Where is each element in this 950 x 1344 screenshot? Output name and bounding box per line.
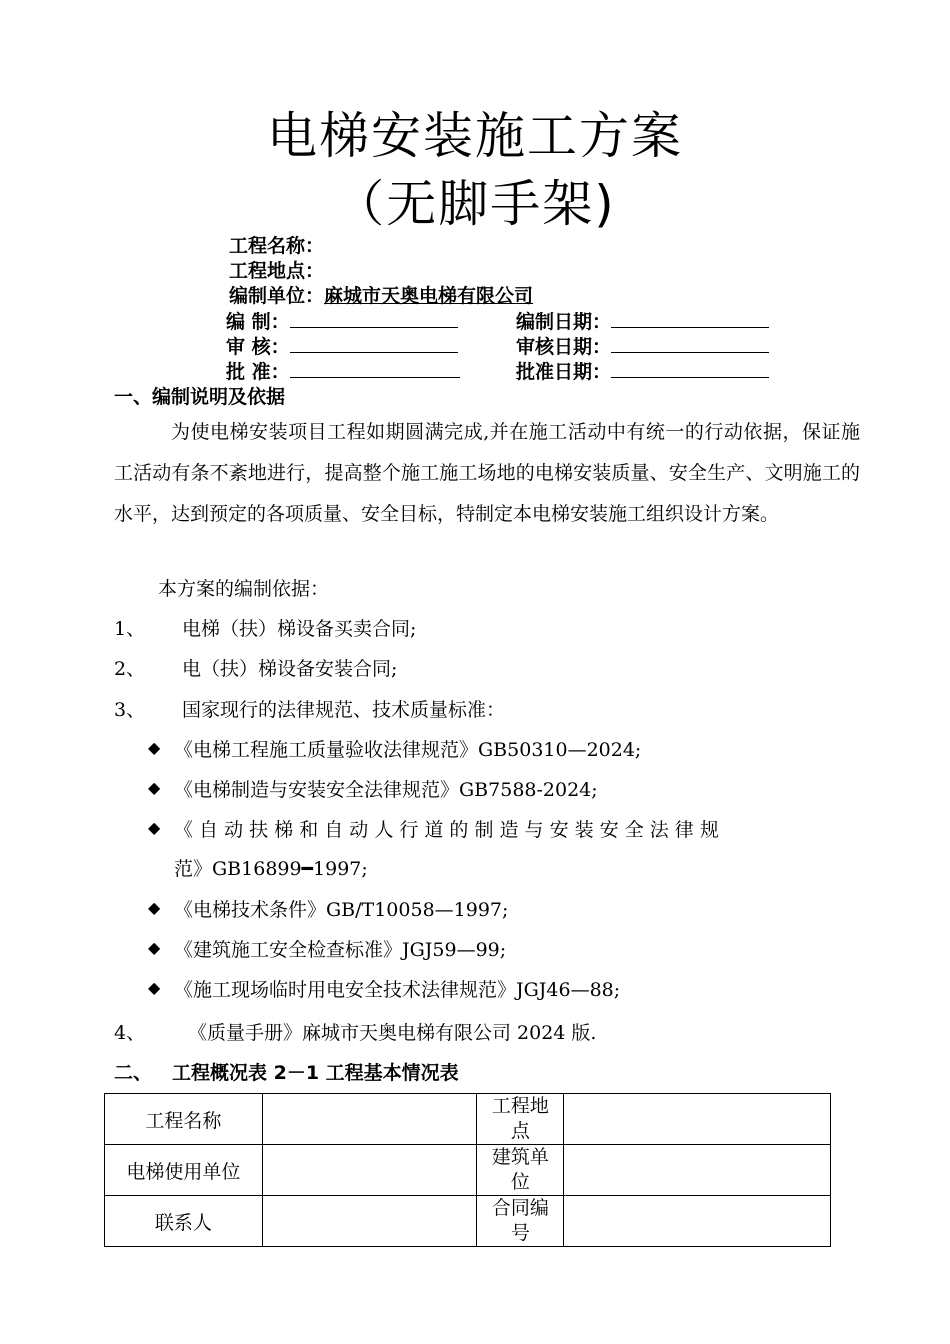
- basis-item-4-text: 《质量手册》麻城市天奥电梯有限公司 2024 版.: [188, 1022, 597, 1044]
- section2-heading-num: 二、: [114, 1062, 153, 1084]
- review-label: 审 核：: [226, 336, 290, 358]
- compile-blank: [290, 309, 458, 328]
- compiler-unit-row: [229, 281, 533, 308]
- table-value-cell[interactable]: [262, 1196, 477, 1247]
- project-name-label: 工程名称：: [229, 235, 325, 257]
- project-info-table: [104, 1093, 831, 1247]
- review-date-row: [516, 332, 769, 359]
- table-row: [105, 1196, 831, 1247]
- diamond-bullet-icon: ◆: [148, 938, 161, 957]
- standard-1: 《电梯工程施工质量验收法律规范》GB50310—2024;: [174, 739, 642, 761]
- approve-blank: [290, 359, 460, 378]
- approve-label: 批 准：: [226, 361, 290, 383]
- approve-date-label: 批准日期：: [516, 361, 612, 383]
- basis-item-1-text: 电梯（扶）梯设备买卖合同;: [182, 618, 417, 640]
- diamond-bullet-icon: ◆: [148, 898, 161, 917]
- standard-2: 《电梯制造与安装安全法律规范》GB7588-2024;: [174, 779, 598, 801]
- compile-row: [226, 307, 458, 334]
- table-value-cell[interactable]: [564, 1094, 831, 1145]
- section1-paragraph: 为使电梯安装项目工程如期圆满完成,并在施工活动中有统一的行动依据，保证施工活动有条不紊地进行，提高整个施工施工场地的电梯安装质量、安全生产、文明施工的水平，达到预定的各项质量、安全目标，特制定本电梯安装施工组织设计方案。: [114, 421, 860, 525]
- project-site-label: 工程地点：: [229, 260, 325, 282]
- diamond-bullet-icon: ◆: [148, 818, 161, 837]
- table-row: [105, 1094, 831, 1145]
- document-subtitle: （无脚手架): [334, 175, 616, 233]
- compiler-unit-value: 麻城市天奥电梯有限公司: [324, 285, 534, 307]
- review-row: [226, 332, 458, 359]
- basis-intro: 本方案的编制依据：: [158, 578, 330, 600]
- section2-heading: 工程概况表 2－1 工程基本情况表: [172, 1062, 459, 1084]
- table-value-cell[interactable]: [262, 1094, 477, 1145]
- standard-6: 《施工现场临时用电安全技术法律规范》JGJ46—88;: [174, 979, 621, 1001]
- review-date-label: 审核日期：: [516, 336, 612, 358]
- document-title: 电梯安装施工方案: [267, 107, 683, 165]
- table-label-cell: 联系人: [105, 1196, 263, 1247]
- basis-item-1-num: 1、: [114, 618, 146, 640]
- review-blank: [290, 334, 458, 353]
- compile-label: 编 制：: [226, 311, 290, 333]
- approve-row: [226, 357, 460, 384]
- diamond-bullet-icon: ◆: [148, 978, 161, 997]
- standard-5: 《建筑施工安全检查标准》JGJ59—99;: [174, 939, 507, 961]
- basis-item-2-text: 电（扶）梯设备安装合同;: [182, 658, 398, 680]
- compile-date-row: [516, 307, 769, 334]
- standard-3-line2: 范》GB16899━1997;: [174, 858, 368, 880]
- table-value-cell[interactable]: [262, 1145, 477, 1196]
- diamond-bullet-icon: ◆: [148, 738, 161, 757]
- table-label-cell: 工程名称: [105, 1094, 263, 1145]
- compile-date-label: 编制日期：: [516, 311, 612, 333]
- section1-heading: 一、编制说明及依据: [114, 386, 286, 408]
- basis-item-4-num: 4、: [114, 1022, 146, 1044]
- table-label-cell: 建筑单位: [477, 1145, 564, 1196]
- basis-item-3-num: 3、: [114, 699, 146, 721]
- review-date-blank: [611, 334, 769, 353]
- table-label-cell: 工程地点: [477, 1094, 564, 1145]
- table-label-cell: 合同编号: [477, 1196, 564, 1247]
- table-label-cell: 电梯使用单位: [105, 1145, 263, 1196]
- standard-4: 《电梯技术条件》GB/T10058—1997;: [174, 899, 509, 921]
- table-value-cell[interactable]: [564, 1145, 831, 1196]
- compiler-unit-label: 编制单位：: [229, 285, 325, 307]
- table-value-cell[interactable]: [564, 1196, 831, 1247]
- basis-item-2-num: 2、: [114, 658, 146, 680]
- table-row: [105, 1145, 831, 1196]
- standard-3-line1: 《 自 动 扶 梯 和 自 动 人 行 道 的 制 造 与 安 装 安 全 法 律 规: [174, 819, 719, 841]
- approve-date-row: [516, 357, 769, 384]
- basis-item-3-text: 国家现行的法律规范、技术质量标准：: [182, 699, 506, 721]
- approve-date-blank: [611, 359, 769, 378]
- diamond-bullet-icon: ◆: [148, 778, 161, 797]
- compile-date-blank: [611, 309, 769, 328]
